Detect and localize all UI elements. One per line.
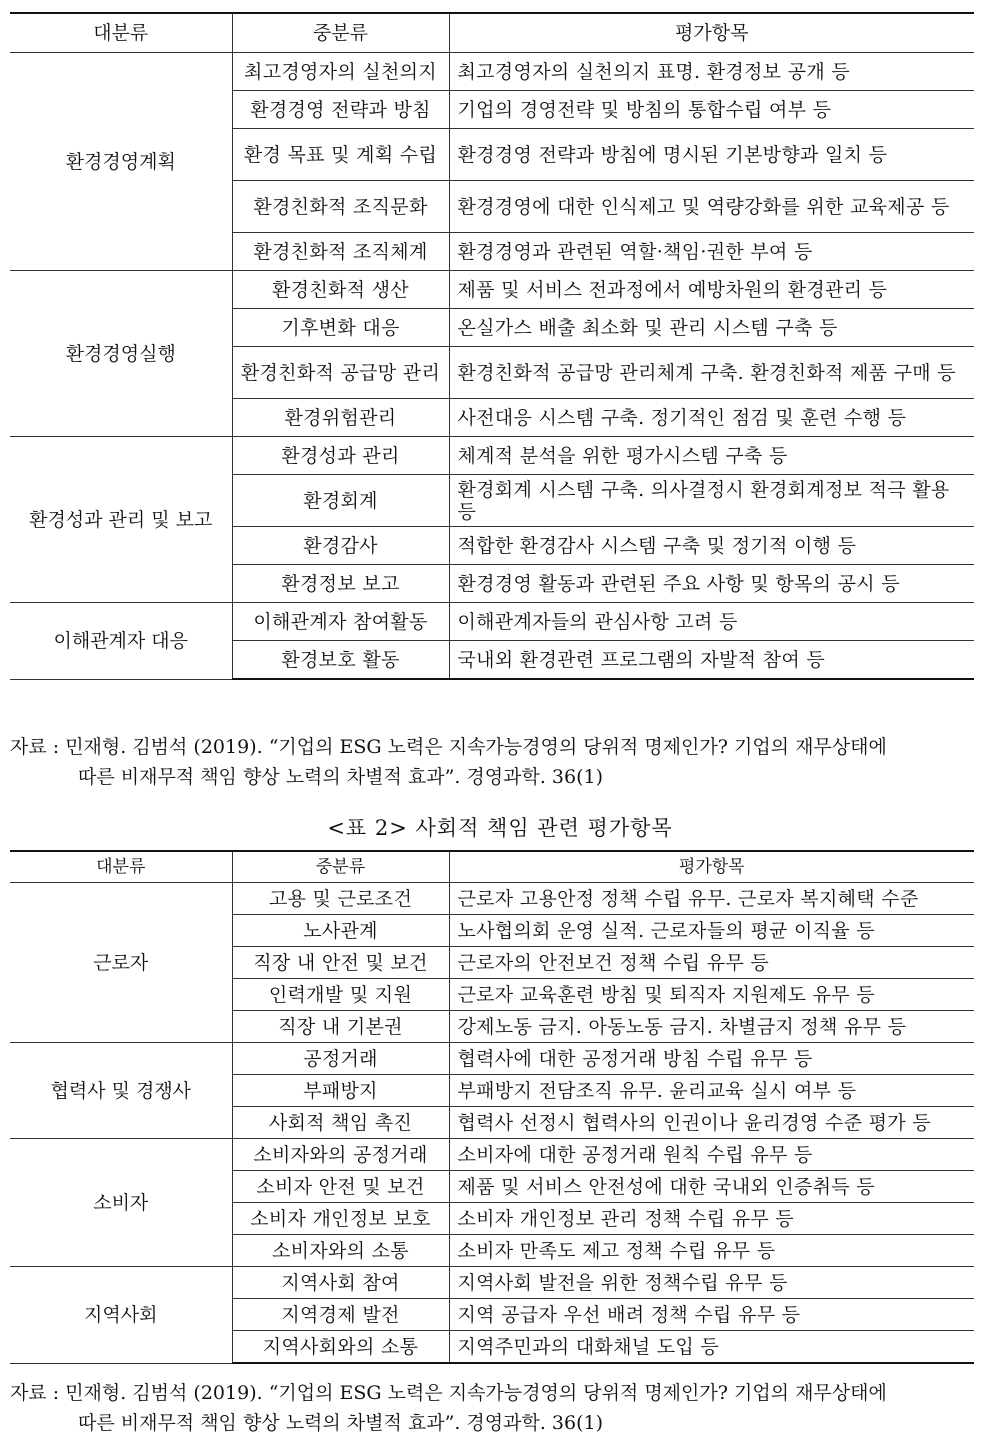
subcategory-cell: 환경정보 보고 bbox=[232, 565, 449, 603]
column-header-major: 대분류 bbox=[10, 13, 232, 53]
category-cell: 환경성과 관리 및 보고 bbox=[10, 437, 232, 603]
source-note-line: 자료 : 민재형. 김범석 (2019). “기업의 ESG 노력은 지속가능경영의 당위적 명제인가? 기업의 재무상태에 bbox=[10, 1382, 887, 1404]
category-cell: 소비자 bbox=[10, 1139, 232, 1267]
source-note bbox=[10, 732, 990, 792]
table-header-row bbox=[10, 851, 974, 883]
evaluation-item-cell: 국내외 환경관련 프로그램의 자발적 참여 등 bbox=[449, 641, 974, 680]
evaluation-item-cell: 지역 공급자 우선 배려 정책 수립 유무 등 bbox=[449, 1299, 974, 1331]
evaluation-item-cell: 부패방지 전담조직 유무. 윤리교육 실시 여부 등 bbox=[449, 1075, 974, 1107]
evaluation-item-cell: 지역사회 발전을 위한 정책수립 유무 등 bbox=[449, 1267, 974, 1299]
column-header-middle: 중분류 bbox=[232, 13, 449, 53]
column-header-item: 평가항목 bbox=[449, 851, 974, 883]
subcategory-cell: 환경보호 활동 bbox=[232, 641, 449, 680]
evaluation-item-cell: 이해관계자들의 관심사항 고려 등 bbox=[449, 603, 974, 641]
subcategory-cell: 소비자 개인정보 보호 bbox=[232, 1203, 449, 1235]
subcategory-cell: 사회적 책임 촉진 bbox=[232, 1107, 449, 1139]
category-cell: 환경경영실행 bbox=[10, 271, 232, 437]
evaluation-item-cell: 소비자에 대한 공정거래 원칙 수립 유무 등 bbox=[449, 1139, 974, 1171]
table-row bbox=[10, 1267, 974, 1299]
evaluation-item-cell: 제품 및 서비스 안전성에 대한 국내외 인증취득 등 bbox=[449, 1171, 974, 1203]
subcategory-cell: 환경위험관리 bbox=[232, 399, 449, 437]
category-cell: 환경경영계획 bbox=[10, 53, 232, 271]
evaluation-item-cell: 소비자 만족도 제고 정책 수립 유무 등 bbox=[449, 1235, 974, 1267]
subcategory-cell: 소비자와의 공정거래 bbox=[232, 1139, 449, 1171]
subcategory-cell: 고용 및 근로조건 bbox=[232, 883, 449, 915]
subcategory-cell: 공정거래 bbox=[232, 1043, 449, 1075]
subcategory-cell: 지역사회 참여 bbox=[232, 1267, 449, 1299]
subcategory-cell: 환경감사 bbox=[232, 527, 449, 565]
subcategory-cell: 환경성과 관리 bbox=[232, 437, 449, 475]
source-note-line: 자료 : 민재형. 김범석 (2019). “기업의 ESG 노력은 지속가능경영의 당위적 명제인가? 기업의 재무상태에 bbox=[10, 736, 887, 758]
environmental-evaluation-table bbox=[10, 12, 974, 680]
subcategory-cell: 환경회계 bbox=[232, 475, 449, 527]
column-header-middle: 중분류 bbox=[232, 851, 449, 883]
evaluation-item-cell: 환경경영과 관련된 역할·책임·권한 부여 등 bbox=[449, 233, 974, 271]
subcategory-cell: 환경친화적 공급망 관리 bbox=[232, 347, 449, 399]
evaluation-item-cell: 지역주민과의 대화채널 도입 등 bbox=[449, 1331, 974, 1364]
table-row bbox=[10, 603, 974, 641]
category-cell: 지역사회 bbox=[10, 1267, 232, 1364]
table-row bbox=[10, 1043, 974, 1075]
source-note-line: 따른 비재무적 책임 향상 노력의 차별적 효과”. 경영과학. 36(1) bbox=[78, 1412, 603, 1434]
evaluation-item-cell: 환경경영에 대한 인식제고 및 역량강화를 위한 교육제공 등 bbox=[449, 181, 974, 233]
subcategory-cell: 지역사회와의 소통 bbox=[232, 1331, 449, 1364]
subcategory-cell: 직장 내 기본권 bbox=[232, 1011, 449, 1043]
evaluation-item-cell: 근로자의 안전보건 정책 수립 유무 등 bbox=[449, 947, 974, 979]
table-header-row bbox=[10, 13, 974, 53]
column-header-major: 대분류 bbox=[10, 851, 232, 883]
evaluation-item-cell: 강제노동 금지. 아동노동 금지. 차별금지 정책 유무 등 bbox=[449, 1011, 974, 1043]
evaluation-item-cell: 최고경영자의 실천의지 표명. 환경정보 공개 등 bbox=[449, 53, 974, 91]
evaluation-item-cell: 환경경영 활동과 관련된 주요 사항 및 항목의 공시 등 bbox=[449, 565, 974, 603]
subcategory-cell: 소비자 안전 및 보건 bbox=[232, 1171, 449, 1203]
evaluation-item-cell: 근로자 교육훈련 방침 및 퇴직자 지원제도 유무 등 bbox=[449, 979, 974, 1011]
social-responsibility-table bbox=[10, 850, 974, 1364]
table-row bbox=[10, 883, 974, 915]
evaluation-item-cell: 환경경영 전략과 방침에 명시된 기본방향과 일치 등 bbox=[449, 129, 974, 181]
category-cell: 이해관계자 대응 bbox=[10, 603, 232, 680]
evaluation-item-cell: 체계적 분석을 위한 평가시스템 구축 등 bbox=[449, 437, 974, 475]
subcategory-cell: 지역경제 발전 bbox=[232, 1299, 449, 1331]
column-header-item: 평가항목 bbox=[449, 13, 974, 53]
table-row bbox=[10, 53, 974, 91]
source-note-line: 따른 비재무적 책임 향상 노력의 차별적 효과”. 경영과학. 36(1) bbox=[78, 766, 603, 788]
table-caption: <표 2> 사회적 책임 관련 평가항목 bbox=[327, 816, 673, 840]
subcategory-cell: 환경친화적 조직문화 bbox=[232, 181, 449, 233]
subcategory-cell: 노사관계 bbox=[232, 915, 449, 947]
subcategory-cell: 인력개발 및 지원 bbox=[232, 979, 449, 1011]
evaluation-item-cell: 제품 및 서비스 전과정에서 예방차원의 환경관리 등 bbox=[449, 271, 974, 309]
evaluation-item-cell: 근로자 고용안정 정책 수립 유무. 근로자 복지혜택 수준 bbox=[449, 883, 974, 915]
evaluation-item-cell: 사전대응 시스템 구축. 정기적인 점검 및 훈련 수행 등 bbox=[449, 399, 974, 437]
subcategory-cell: 기후변화 대응 bbox=[232, 309, 449, 347]
evaluation-item-cell: 환경친화적 공급망 관리체계 구축. 환경친화적 제품 구매 등 bbox=[449, 347, 974, 399]
subcategory-cell: 환경친화적 조직체계 bbox=[232, 233, 449, 271]
source-note bbox=[10, 1378, 990, 1438]
table-row bbox=[10, 271, 974, 309]
evaluation-item-cell: 협력사에 대한 공정거래 방침 수립 유무 등 bbox=[449, 1043, 974, 1075]
subcategory-cell: 이해관계자 참여활동 bbox=[232, 603, 449, 641]
table-row bbox=[10, 437, 974, 475]
evaluation-item-cell: 소비자 개인정보 관리 정책 수립 유무 등 bbox=[449, 1203, 974, 1235]
evaluation-item-cell: 협력사 선정시 협력사의 인권이나 윤리경영 수준 평가 등 bbox=[449, 1107, 974, 1139]
subcategory-cell: 환경친화적 생산 bbox=[232, 271, 449, 309]
evaluation-item-cell: 온실가스 배출 최소화 및 관리 시스템 구축 등 bbox=[449, 309, 974, 347]
subcategory-cell: 직장 내 안전 및 보건 bbox=[232, 947, 449, 979]
subcategory-cell: 소비자와의 소통 bbox=[232, 1235, 449, 1267]
subcategory-cell: 최고경영자의 실천의지 bbox=[232, 53, 449, 91]
category-cell: 근로자 bbox=[10, 883, 232, 1043]
evaluation-item-cell: 기업의 경영전략 및 방침의 통합수립 여부 등 bbox=[449, 91, 974, 129]
evaluation-item-cell: 환경회계 시스템 구축. 의사결정시 환경회계정보 적극 활용 등 bbox=[449, 475, 974, 527]
table-row bbox=[10, 1139, 974, 1171]
subcategory-cell: 환경 목표 및 계획 수립 bbox=[232, 129, 449, 181]
subcategory-cell: 환경경영 전략과 방침 bbox=[232, 91, 449, 129]
evaluation-item-cell: 적합한 환경감사 시스템 구축 및 정기적 이행 등 bbox=[449, 527, 974, 565]
evaluation-item-cell: 노사협의회 운영 실적. 근로자들의 평균 이직율 등 bbox=[449, 915, 974, 947]
subcategory-cell: 부패방지 bbox=[232, 1075, 449, 1107]
category-cell: 협력사 및 경쟁사 bbox=[10, 1043, 232, 1139]
